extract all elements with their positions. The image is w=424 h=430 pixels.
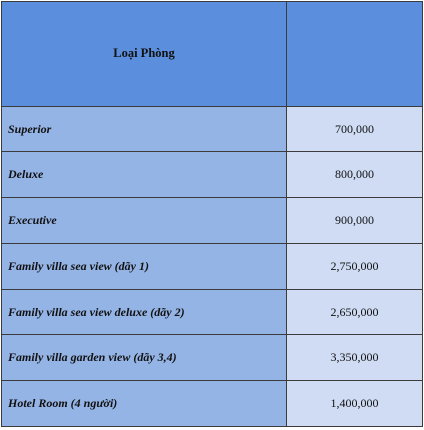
table-row bbox=[2, 381, 423, 427]
price-cell: 2,650,000 bbox=[287, 289, 423, 335]
table-row bbox=[2, 106, 423, 152]
room-type-cell: Deluxe bbox=[2, 152, 287, 198]
price-header bbox=[287, 2, 423, 107]
price-cell: 900,000 bbox=[287, 198, 423, 244]
price-cell: 2,750,000 bbox=[287, 243, 423, 289]
table-row bbox=[2, 289, 423, 335]
room-type-cell: Executive bbox=[2, 198, 287, 244]
table-row bbox=[2, 335, 423, 381]
room-type-header: Loại Phòng bbox=[2, 2, 287, 107]
room-rate-table bbox=[1, 1, 423, 427]
price-cell: 3,350,000 bbox=[287, 335, 423, 381]
table-row bbox=[2, 198, 423, 244]
price-cell: 800,000 bbox=[287, 152, 423, 198]
room-type-cell: Family villa sea view (dãy 1) bbox=[2, 243, 287, 289]
room-type-cell: Family villa garden view (dãy 3,4) bbox=[2, 335, 287, 381]
room-type-cell: Superior bbox=[2, 106, 287, 152]
table-row bbox=[2, 152, 423, 198]
table-row bbox=[2, 243, 423, 289]
price-cell: 700,000 bbox=[287, 106, 423, 152]
room-type-cell: Family villa sea view deluxe (dãy 2) bbox=[2, 289, 287, 335]
table-header-row bbox=[2, 2, 423, 107]
room-type-cell: Hotel Room (4 người) bbox=[2, 381, 287, 427]
price-cell: 1,400,000 bbox=[287, 381, 423, 427]
